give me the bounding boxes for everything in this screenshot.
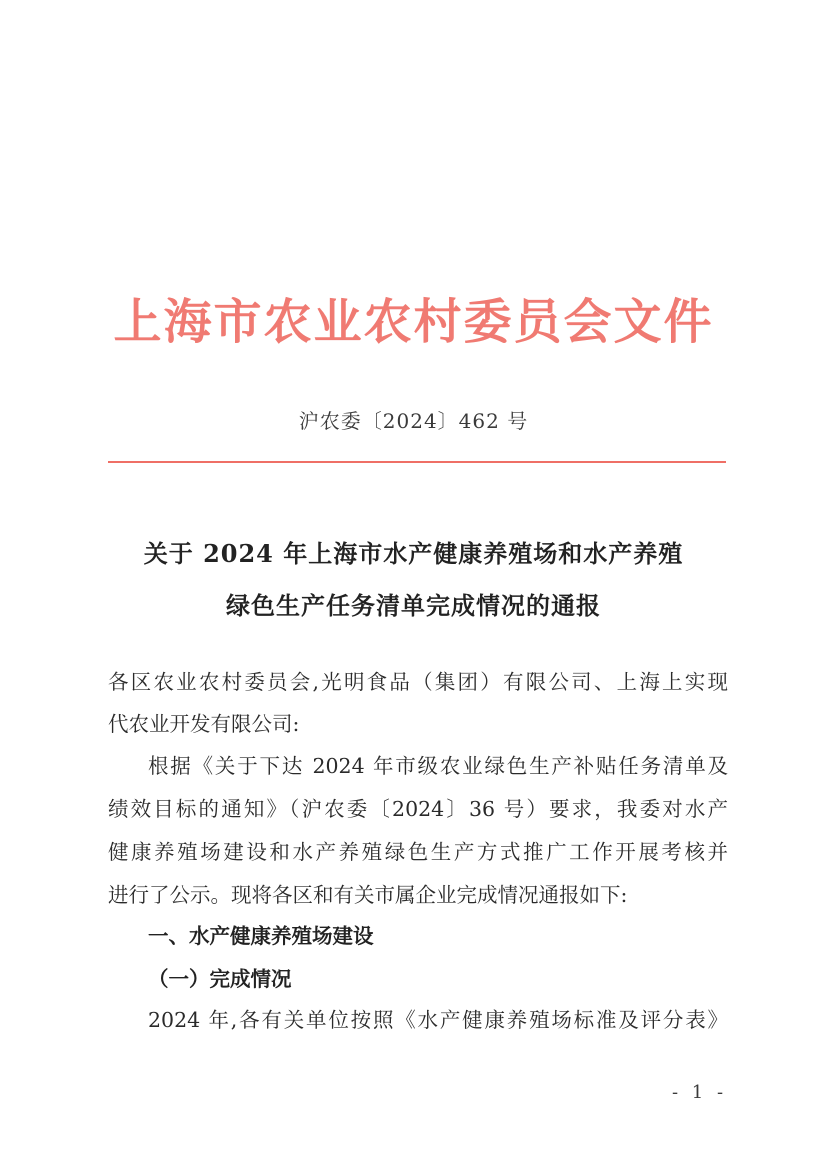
document-number: 沪农委〔2024〕462 号: [298, 409, 529, 433]
notice-title-line-2: 绿色生产任务清单完成情况的通报: [226, 591, 601, 620]
paragraph-1-line-1: 根据《关于下达 2024 年市级农业绿色生产补贴任务清单及: [148, 754, 728, 778]
paragraph-1-line-4: 进行了公示。现将各区和有关市属企业完成情况通报如下:: [108, 883, 628, 907]
subsection-1-heading: （一）完成情况: [148, 967, 292, 991]
paragraph-1-line-2: 绩效目标的通知》（沪农委〔2024〕36 号）要求，我委对水产: [108, 797, 728, 821]
red-divider: [108, 461, 726, 463]
paragraph-1-line-3: 健康养殖场建设和水产养殖绿色生产方式推广工作开展考核并: [108, 840, 728, 864]
salutation-line-1: 各区农业农村委员会,光明食品（集团）有限公司、上海上实现: [108, 670, 728, 694]
section-1-heading: 一、水产健康养殖场建设: [148, 924, 374, 948]
issuer-title: 上海市农业农村委员会文件: [113, 294, 714, 350]
paragraph-2-line-1: 2024 年,各有关单位按照《水产健康养殖场标准及评分表》: [148, 1008, 728, 1032]
salutation-line-2: 代农业开发有限公司:: [108, 712, 300, 736]
page-number: - 1 -: [672, 1082, 728, 1103]
notice-title-line-1: 关于 2024 年上海市水产健康养殖场和水产养殖: [143, 539, 684, 568]
